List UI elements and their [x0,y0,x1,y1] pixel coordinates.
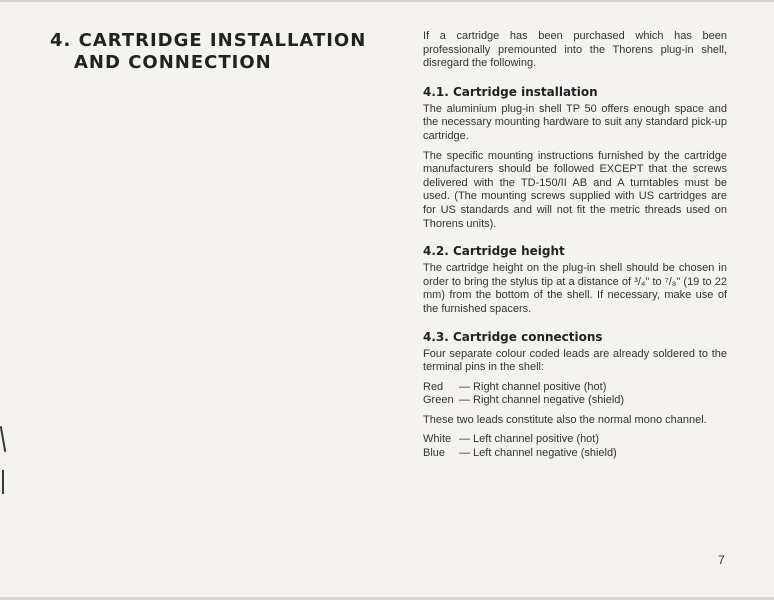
right-channel-leads [423,381,727,408]
lead-color: White [423,433,452,446]
binding-mark [0,426,6,452]
installation-paragraph-1: The aluminium plug-in shell TP 50 offers enough space and the necessary mounting hardware to suit any standard pick-up cartridge. [423,102,727,142]
connections-paragraph-1: Four separate colour coded leads are already soldered to the terminal pins in the shell: [423,347,727,374]
lead-row [423,447,727,461]
installation-paragraph-2: The specific mounting instructions furnished by the cartridge manufacturers should be followed EXCEPT that the screws delivered with the TD-150/II AB and A turntables must be used. (The mounting screws supplied with US cartridges are for US standards and will not fit the metric threads used on Thorens units). [423,149,727,230]
lead-description: — Left channel positive (hot) [459,433,600,446]
lead-color: Red [423,380,444,393]
lead-row [423,433,727,447]
page-number: 7 [718,553,725,567]
section-title-line-1: 4. CARTRIDGE INSTALLATION [50,30,367,51]
lead-color: Green [423,394,454,407]
binding-mark [2,470,4,494]
left-channel-leads [423,433,727,460]
lead-row [423,381,727,395]
text-column [423,30,727,461]
subsection-heading-height: 4.2. Cartridge height [423,244,565,259]
connections-paragraph-2: These two leads constitute also the normal mono channel. [423,413,707,426]
subsection-heading-connections: 4.3. Cartridge connections [423,329,603,344]
height-paragraph: The cartridge height on the plug-in shell should be chosen in order to bring the stylus tip at a distance of ³/₄" to ⁷/₈" (19 to 22 mm) from the bottom of the shell. If necessary, make use of the furnished spacers. [423,262,727,315]
lead-description: — Right channel positive (hot) [459,380,607,393]
lead-description: — Right channel negative (shield) [459,394,625,407]
subsection-heading-installation: 4.1. Cartridge installation [423,84,598,99]
lead-color: Blue [423,447,446,460]
intro-paragraph: If a cartridge has been purchased which has been professionally premounted into the Thorens plug-in shell, disregard the following. [423,30,727,70]
lead-description: — Left channel negative (shield) [459,447,617,460]
section-title-line-2: AND CONNECTION [74,52,272,73]
lead-row [423,394,727,408]
page-edge-top [0,0,774,2]
section-title [50,30,366,74]
